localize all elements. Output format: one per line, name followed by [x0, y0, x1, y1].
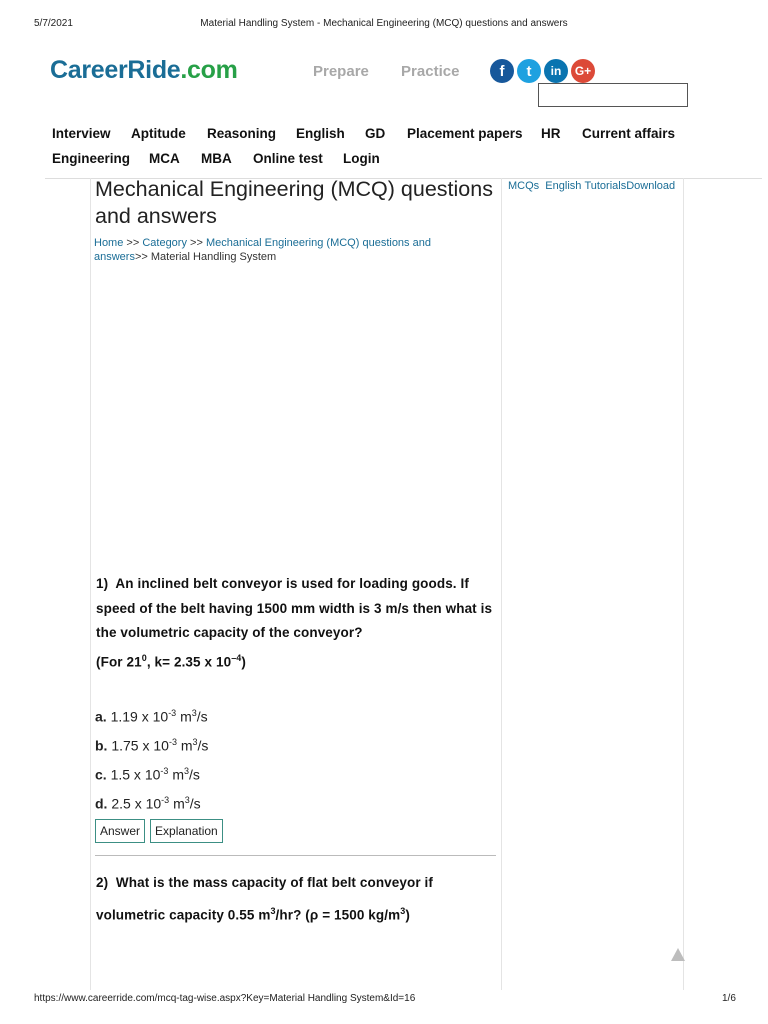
nav-gd[interactable]: GD	[365, 126, 386, 141]
nav-placement-papers[interactable]: Placement papers	[407, 126, 523, 141]
option-b: b. 1.75 x $10^{-3}$ $m^3/s$	[95, 737, 209, 754]
sidebar-links	[508, 180, 675, 192]
nav-interview[interactable]: Interview	[52, 126, 111, 141]
nav-hr[interactable]: HR	[541, 126, 561, 141]
print-date: 5/7/2021	[34, 18, 73, 29]
logo-dotcom: .com	[180, 56, 238, 84]
nav-english[interactable]: English	[296, 126, 345, 141]
sidebar-link-tutorials[interactable]: Tutorials	[584, 180, 627, 192]
explanation-button[interactable]: Explanation	[150, 819, 223, 843]
sidebar-link-mcqs[interactable]: MCQs	[508, 180, 540, 192]
breadcrumb-section[interactable]: Mechanical Engineering (MCQ) questions and answers	[94, 237, 431, 263]
breadcrumb	[94, 236, 454, 264]
sidebar-link-download[interactable]: Download	[626, 180, 676, 192]
option-d: d. 2.5 x $10^{-3}$ $m^3/s$	[95, 795, 201, 812]
twitter-icon[interactable]: t	[517, 59, 541, 83]
question-1-condition: (For $21^0$, k= 2.35 x $10^{-4}$)	[96, 652, 247, 669]
main-nav-row-1	[52, 126, 675, 141]
answer-button[interactable]: Answer	[95, 819, 145, 843]
option-c: c. 1.5 x $10^{-3}$ $m^3/s$	[95, 766, 200, 783]
site-logo[interactable]	[50, 56, 238, 85]
print-url: https://www.careerride.com/mcq-tag-wise.aspx?Key=Material Handling System&Id=16	[34, 993, 416, 1004]
scroll-to-top-icon[interactable]	[671, 948, 685, 961]
nav-online-test[interactable]: Online test	[253, 151, 323, 166]
question-1-buttons	[95, 819, 223, 843]
question-1-number: 1)	[96, 576, 109, 591]
question-2-number: 2)	[96, 875, 109, 890]
prepare-link[interactable]: Prepare	[313, 63, 369, 80]
breadcrumb-home[interactable]: Home	[94, 237, 124, 249]
search-input[interactable]	[538, 83, 688, 107]
main-nav-row-2	[52, 151, 380, 166]
nav-reasoning[interactable]: Reasoning	[207, 126, 277, 141]
top-links	[313, 63, 487, 80]
print-page-number: 1/6	[722, 993, 736, 1004]
print-title: Material Handling System - Mechanical Engineering (MCQ) questions and answers	[200, 18, 568, 29]
question-1-text: An inclined belt conveyor is used for loading goods. If speed of the belt having 1500 mm width is 3 m/s then what is the volumetric capacity of the conveyor?	[96, 576, 493, 640]
nav-mca[interactable]: MCA	[149, 151, 180, 166]
practice-link[interactable]: Practice	[401, 63, 460, 80]
linkedin-icon[interactable]: in	[544, 59, 568, 83]
facebook-icon[interactable]: f	[490, 59, 514, 83]
nav-engineering[interactable]: Engineering	[52, 151, 131, 166]
breadcrumb-current: >> Material Handling System	[134, 251, 277, 263]
breadcrumb-sep-2: >>	[190, 237, 203, 249]
breadcrumb-category[interactable]: Category	[142, 237, 187, 249]
option-a: a. 1.19 x $10^{-3}$ $m^3/s$	[95, 708, 208, 725]
nav-mba[interactable]: MBA	[201, 151, 232, 166]
question-1-options	[95, 699, 208, 815]
page-title: Mechanical Engineering (MCQ) questions and answers	[95, 177, 493, 228]
question-2-text: What is the mass capacity of flat belt conveyor if volumetric capacity 0.55 m	[96, 875, 434, 923]
question-1	[96, 572, 496, 675]
social-icons	[490, 59, 595, 83]
nav-current-affairs[interactable]: Current affairs	[582, 126, 676, 141]
nav-login[interactable]: Login	[343, 151, 380, 166]
sidebar-column	[502, 178, 684, 990]
print-header	[0, 18, 768, 32]
sidebar-link-english[interactable]: English	[545, 180, 582, 192]
logo-career: CareerRide	[50, 56, 181, 84]
question-separator	[95, 855, 496, 856]
breadcrumb-sep-1: >>	[126, 237, 140, 249]
googleplus-icon[interactable]: G+	[571, 59, 595, 83]
nav-aptitude[interactable]: Aptitude	[131, 126, 186, 141]
question-2: 2) What is the mass capacity of flat belt conveyor if volumetric capacity 0.55 $m^3/hr$? (ρ = 1500 $kg/m^3$)	[96, 875, 434, 923]
